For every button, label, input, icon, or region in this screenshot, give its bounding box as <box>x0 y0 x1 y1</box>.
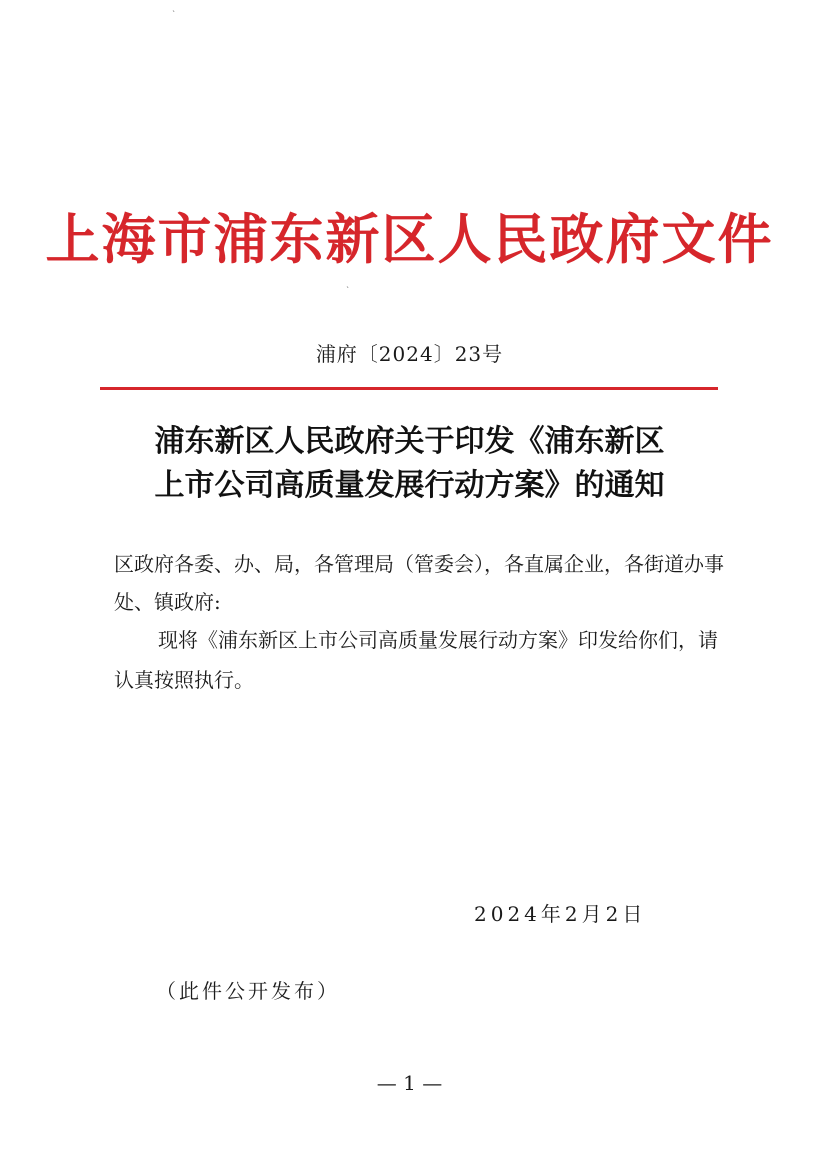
scan-mark: ˋ <box>346 286 350 295</box>
document-title-line-1: 浦东新区人民政府关于印发《浦东新区 <box>154 424 665 459</box>
disclosure-note: （此件公开发布） <box>156 979 340 1003</box>
body-paragraph: 现将《浦东新区上市公司高质量发展行动方案》印发给你们，请认真按照执行。 <box>114 628 718 692</box>
scan-mark: ˋ <box>172 10 176 19</box>
red-divider-line <box>100 387 718 390</box>
issue-date: 2024年2月2日 <box>474 902 647 926</box>
document-title <box>0 420 819 508</box>
issuer-title: 上海市浦东新区人民政府文件 <box>45 207 774 271</box>
page-number: — 1 — <box>376 1071 443 1095</box>
document-number: 浦府〔2024〕23号 <box>315 342 504 366</box>
document-title-line-2: 上市公司高质量发展行动方案》的通知 <box>154 468 665 503</box>
addressee: 区政府各委、办、局，各管理局（管委会），各直属企业，各街道办事处、镇政府: <box>114 552 724 614</box>
